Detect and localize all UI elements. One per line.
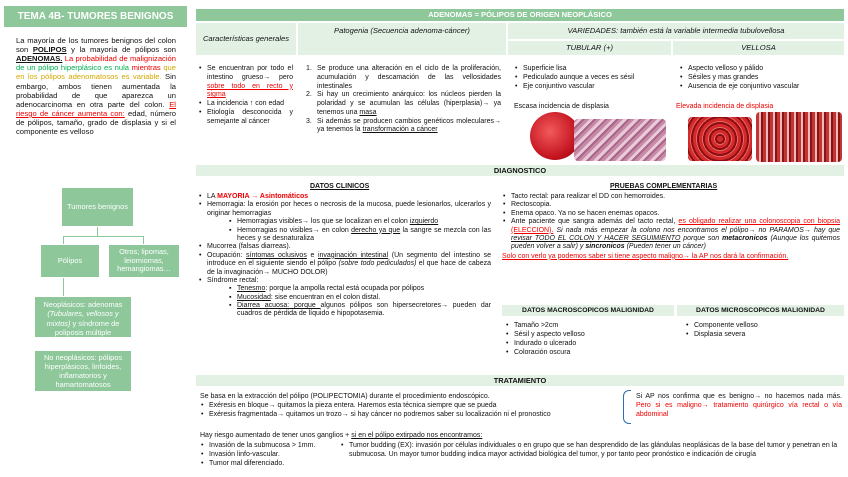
tree-otros-box: Otros; lipomas, leiomiomas, hemangiomas… <box>108 244 180 278</box>
patog-item: 1. Se produce una alteración en el ciclo de la proliferación, acumulación y descamación de las vellosidades intestinales <box>305 65 501 91</box>
clin-item: • Síndrome rectal: <box>198 277 491 285</box>
riesgo-item: • Tumor mal diferenciado. <box>200 459 340 468</box>
tree-connector-right <box>143 236 144 244</box>
tubular-polyp-image <box>530 112 580 160</box>
tratamiento-text <box>200 392 620 419</box>
col-header-variedades: VARIEDADES: también está la variable intermedia tubulovellosa <box>508 23 844 39</box>
clin-item: • Mucorrea (falsas diarreas). <box>198 243 491 251</box>
adenomas-header: ADENOMAS = PÓLIPOS DE ORIGEN NEOPLÁSICO <box>196 9 844 21</box>
tubular-note: Escasa incidencia de displasia <box>514 103 609 110</box>
vellosa-item: • Aspecto velloso y pálido <box>679 64 844 73</box>
clin-subitem: ▪ Diarrea acuosa: porque algunos pólipos son hipersecretores→ pueden dar cuadros de pérdida de líquido e hipopotasemia. <box>228 302 491 319</box>
caract-item: • Etiología desconocida y semejante al cáncer <box>198 109 293 127</box>
caract-item: • La incidencia ↑ con edad <box>198 100 293 109</box>
tubular-item: • Eje conjuntivo vascular <box>514 82 669 91</box>
col-header-vellosa: VELLOSA <box>673 41 844 55</box>
tubular-item: • Superficie lisa <box>514 64 669 73</box>
macro-malignidad-list <box>505 321 670 357</box>
macro-malignidad-title: DATOS MACROSCOPICOS MALIGNIDAD <box>502 305 674 316</box>
ap-note: Si AP nos confirma que es benigno→ no hacemos nada más. Pero si es maligno→ tratamiento quirúrgico vía rectal o vía abdominal <box>636 393 842 418</box>
confirmacion-note: Solo con verlo ya podemos saber si tiene aspecto maligno→ la AP nos dará la confirmación. <box>502 252 789 260</box>
diagnostico-header: DIAGNOSTICO <box>196 165 844 176</box>
tree-no-neoplasicos-box: No neoplásicos: pólipos hiperplásicos, linfoides, inflamatorios y hamartomatosos <box>34 350 132 392</box>
prueba-item: • Enema opaco. Ya no se hacen enemas opacos. <box>502 210 840 218</box>
tree-connector-polipos <box>63 278 64 296</box>
tratamiento-brace <box>623 390 631 424</box>
clin-item: • LA MAYORIA → Asintomáticos <box>198 193 491 201</box>
riesgo-item: • Invasión de la submucosa > 1mm. <box>200 441 340 450</box>
budding-item: • Tumor budding (EX): invasión por células individuales o en grupo que se han desprendido de las glándulas neoplásicas de la base del tumor y penetran en la submucosa. Un mayor tumor budding indica mayor actividad biológica del tumor, y por tanto peor pronóstico e indicación de cirugía <box>340 441 840 459</box>
vellosa-note: Elevada incidencia de displasia <box>676 103 774 110</box>
tree-connector-root <box>97 226 98 236</box>
tubular-list <box>514 64 669 91</box>
micro-item: • Componente velloso <box>685 321 840 330</box>
macro-item: • Tamaño >2cm <box>505 321 670 330</box>
clin-subitem: ▪ Tenesmo: porque la ampolla rectal está ocupada por pólipos <box>228 285 491 293</box>
tubular-histology-image <box>574 119 666 161</box>
clin-item: • Hemorragia: la erosión por heces o necrosis de la mucosa, puede lesionarlos, ulcerarlos y originar hemorragias <box>198 201 491 218</box>
prueba-item: • Tacto rectal: para realizar el DD con hemorroides. <box>502 193 840 201</box>
micro-item: • Displasia severa <box>685 330 840 339</box>
tree-polipos-box: Pólipos <box>40 244 100 278</box>
pruebas-content <box>502 193 840 261</box>
vellosa-polyp-image <box>688 117 752 161</box>
tree-connector-left <box>63 236 64 244</box>
clin-subitem: ▪ Hemorragias visibles→ los que se localizan en el colon izquierdo <box>228 218 491 226</box>
trat-item: • Exéresis fragmentada→ quitamos un trozo→ si hay cáncer no podremos saber su localización ni el pronostico <box>200 410 620 419</box>
trat-item: • Exéresis en bloque→ quitamos la pieza entera. Haremos esta técnica siempre que se pueda <box>200 401 620 410</box>
tubular-item: • Pediculado aunque a veces es sésil <box>514 73 669 82</box>
col-header-caracteristicas: Características generales <box>196 23 296 55</box>
tree-connector-bar <box>63 236 143 237</box>
clin-item: • Ocupación: síntomas oclusivos e invaginación intestinal (Un segmento del intestino se introduce en el siguiente siendo el pólipo (sobre todo pediculados) el que hace de cabeza de la invaginación→ MUCHO DOLOR) <box>198 252 491 277</box>
riesgo-item: • Invasión linfo-vascular. <box>200 450 340 459</box>
page-title: TEMA 4B- TUMORES BENIGNOS <box>4 6 187 27</box>
clin-subitem: ▪ Hemorragias no visibles→ en colon derecho ya que la sangre se mezcla con las heces y se desnaturaliza <box>228 227 491 244</box>
clin-subitem: ▪ Mucosidad: sise encuentran en el colon distal. <box>228 294 491 302</box>
macro-item: • Sésil y aspecto velloso <box>505 330 670 339</box>
caract-item: • Se encuentran por todo el intestino grueso→ pero sobre todo en recto y sigma <box>198 65 293 100</box>
prueba-item: • Rectoscopia. <box>502 201 840 209</box>
patog-item: 2. Si hay un crecimiento anárquico: los núcleos pierden la polaridad y se acumulan las células (hiperplasia)→ ya tenemos una masa <box>305 91 501 117</box>
riesgo-ganglios: Hay riesgo aumentado de tener unos ganglios + si en el pólipo extirpado nos encontramos: <box>200 432 483 439</box>
col-header-patogenia: Patogenia (Secuencia adenoma-cáncer) <box>298 23 506 55</box>
tree-neoplasicos-box: Neoplásicos: adenomas (Tubulares, vellosos y mixtos) y síndrome de poliposis múltiple <box>34 296 132 338</box>
datos-clinicos-title: DATOS CLINICOS <box>310 183 370 190</box>
patog-item: 3. Si además se producen cambios genéticos moleculares→ ya tenemos la transformación a cáncer <box>305 118 501 136</box>
caracteristicas-list <box>198 65 293 126</box>
micro-malignidad-title: DATOS MICROSCOPICOS MALIGNIDAD <box>677 305 844 316</box>
macro-item: • Coloración oscura <box>505 348 670 357</box>
vellosa-list <box>679 64 844 91</box>
vellosa-item: • Ausencia de eje conjuntivo vascular <box>679 82 844 91</box>
patogenia-list <box>305 65 501 135</box>
datos-clinicos-content <box>198 193 491 319</box>
trat-line: Se basa en la extracción del pólipo (POLIPECTOMIA) durante el procedimiento endoscópico. <box>200 393 490 400</box>
pruebas-title: PRUEBAS COMPLEMENTARIAS <box>610 183 718 190</box>
col-header-tubular: TUBULAR (+) <box>508 41 671 55</box>
micro-malignidad-list <box>685 321 840 339</box>
riesgo-list <box>200 441 340 468</box>
intro-paragraph: La mayoría de los tumores benignos del colon son POLIPOS y la mayoría de pólipos son ADENOMAS. La probabilidad de malignización de un pólipo hiperplásico es nula mientras que en los pólipos adenomatosos es variable. Sin embargo, ambos tienen aumentada la probabilidad de que aparezca un adenocarcinoma en otra parte del colon. El riesgo de cáncer aumenta con: edad, número de pólipos, tamaño, grado de displasia y si el componente es velloso <box>16 36 176 137</box>
tree-root-box: Tumores benignos <box>61 187 134 227</box>
macro-item: • Indurado o ulcerado <box>505 339 670 348</box>
vellosa-histology-image <box>756 112 842 162</box>
prueba-item: • Ante paciente que sangra además del tacto rectal, es obligado realizar una colonoscopia con biopsia (ELECCION). Si nada más empezar la colono nos encontramos el pólipo→ no PARAMOS→ hay que revisar TODO EL COLON Y HACER SEGUIMIENTO porque son metacronicos (Aunque los quitemos pueden volver a salir) y sincronicos (Pueden tener un cáncer) <box>502 218 840 252</box>
tratamiento-header: TRATAMIENTO <box>196 375 844 386</box>
vellosa-item: • Sésiles y mas grandes <box>679 73 844 82</box>
tumor-budding <box>340 441 840 459</box>
